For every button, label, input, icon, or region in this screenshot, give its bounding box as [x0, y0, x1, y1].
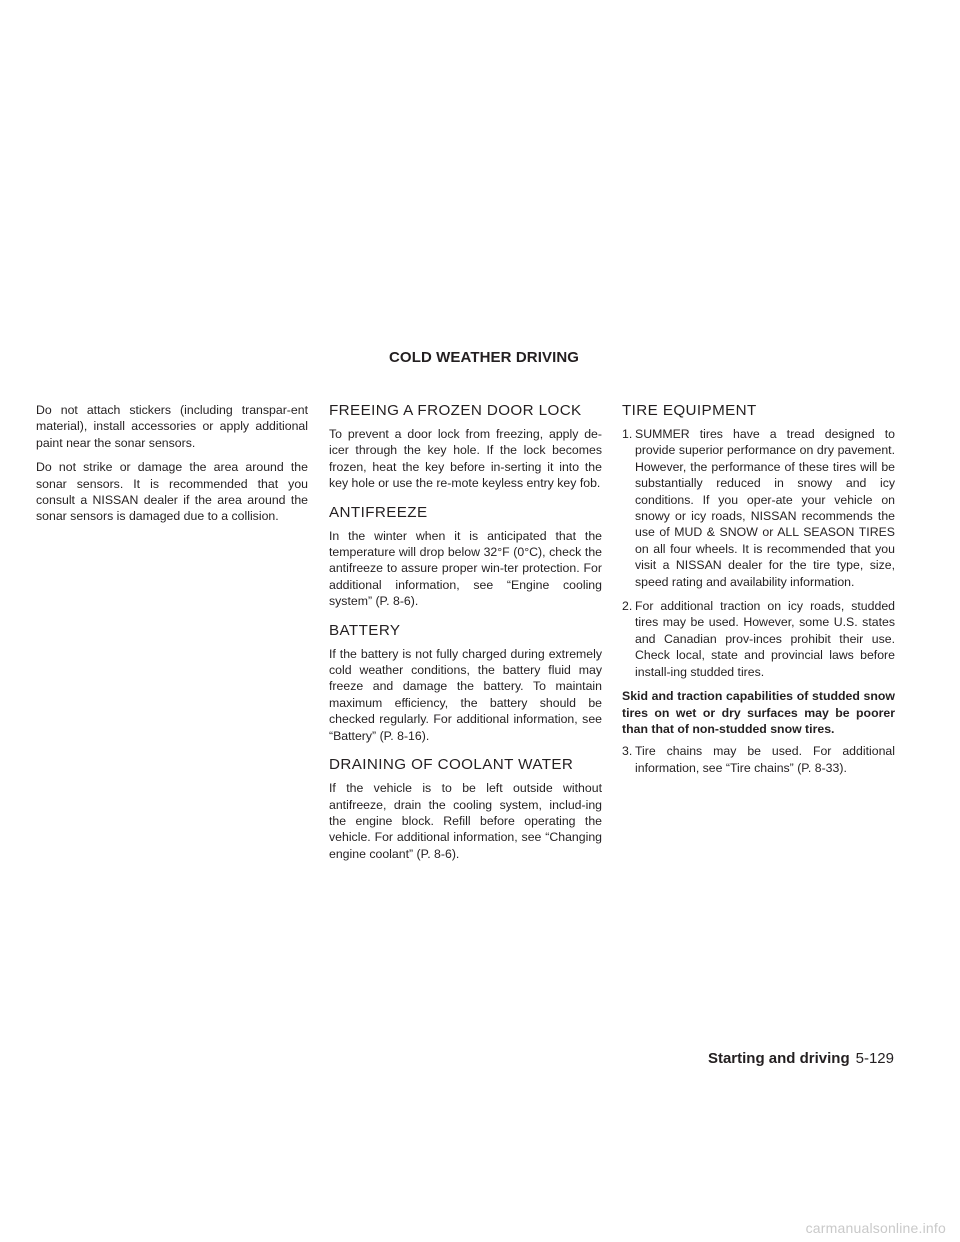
heading-antifreeze: ANTIFREEZE: [329, 503, 428, 521]
paragraph: If the vehicle is to be left outside without antifreeze, drain the cooling system, includ-ing the engine block. Refill before operating the vehicle. For additional information, see “Changing engine coolant” (P. 8-6).: [329, 781, 602, 861]
paragraph: To prevent a door lock from freezing, apply de-icer through the key hole. If the lock becomes frozen, heat the key before in-serting it into the key hole or use the re-mote keyless entry key fob.: [329, 427, 602, 491]
list-number: 2.: [622, 599, 633, 614]
heading-frozen-door-lock: FREEING A FROZEN DOOR LOCK: [329, 402, 582, 419]
column-right: [622, 402, 895, 784]
heading-tire-equipment: TIRE EQUIPMENT: [622, 402, 757, 419]
list-item: [622, 426, 895, 590]
list-item: [622, 743, 895, 776]
tire-list: [622, 426, 895, 680]
paragraph: In the winter when it is anticipated that the temperature will drop below 32°F (0°C), check the antifreeze to assure proper win-ter protection. For additional information, see “Engine cooling system” (P. 8-6).: [329, 528, 602, 609]
heading-draining-coolant: DRAINING OF COOLANT WATER: [329, 756, 574, 774]
column-middle: [329, 402, 602, 870]
page-number: 5-129: [855, 1050, 894, 1067]
section-title: COLD WEATHER DRIVING: [389, 349, 580, 366]
column-left: [36, 402, 308, 533]
list-number: 1.: [622, 427, 633, 441]
heading-battery: BATTERY: [329, 621, 401, 639]
chapter-title: Starting and driving: [707, 1050, 850, 1067]
paragraph: Do not attach stickers (including transpar-ent material), install accessories or apply additional paint near the sonar sensors.: [36, 403, 308, 450]
paragraph: If the battery is not fully charged during extremely cold weather conditions, the battery fluid may freeze and damage the battery. To maintain maximum efficiency, the battery should be checked regularly. For additional information, see “Battery” (P. 8-16).: [329, 646, 602, 743]
list-text: For additional traction on icy roads, studded tires may be used. However, some U.S. states and Canadian prov-inces prohibit their use. Check local, state and provincial laws before install-ing studded tires.: [635, 599, 895, 679]
list-text: SUMMER tires have a tread designed to provide superior performance on dry pavement. However, the performance of these tires will be substantially reduced in snowy and icy conditions. If you oper-ate your vehicle on snowy or icy roads, NISSAN recommends the use of MUD & SNOW or ALL SEASON TIRES on all four wheels. It is recommended that you visit a NISSAN dealer for the tire type, size, speed rating and availability information.: [635, 427, 895, 589]
tire-list-continued: [622, 743, 895, 776]
studded-tires-note: Skid and traction capabilities of studded snow tires on wet or dry surfaces may be poorer than that of non-studded snow tires.: [622, 689, 895, 736]
list-number: 3.: [622, 744, 633, 759]
page-footer: [708, 1050, 894, 1067]
paragraph: Do not strike or damage the area around the sonar sensors. It is recommended that you consult a NISSAN dealer if the area around the sonar sensors is damaged due to a collision.: [36, 460, 308, 524]
watermark: carmanualsonline.info: [805, 1220, 946, 1236]
list-text: Tire chains may be used. For additional information, see “Tire chains” (P. 8-33).: [635, 744, 895, 775]
list-item: [622, 598, 895, 680]
